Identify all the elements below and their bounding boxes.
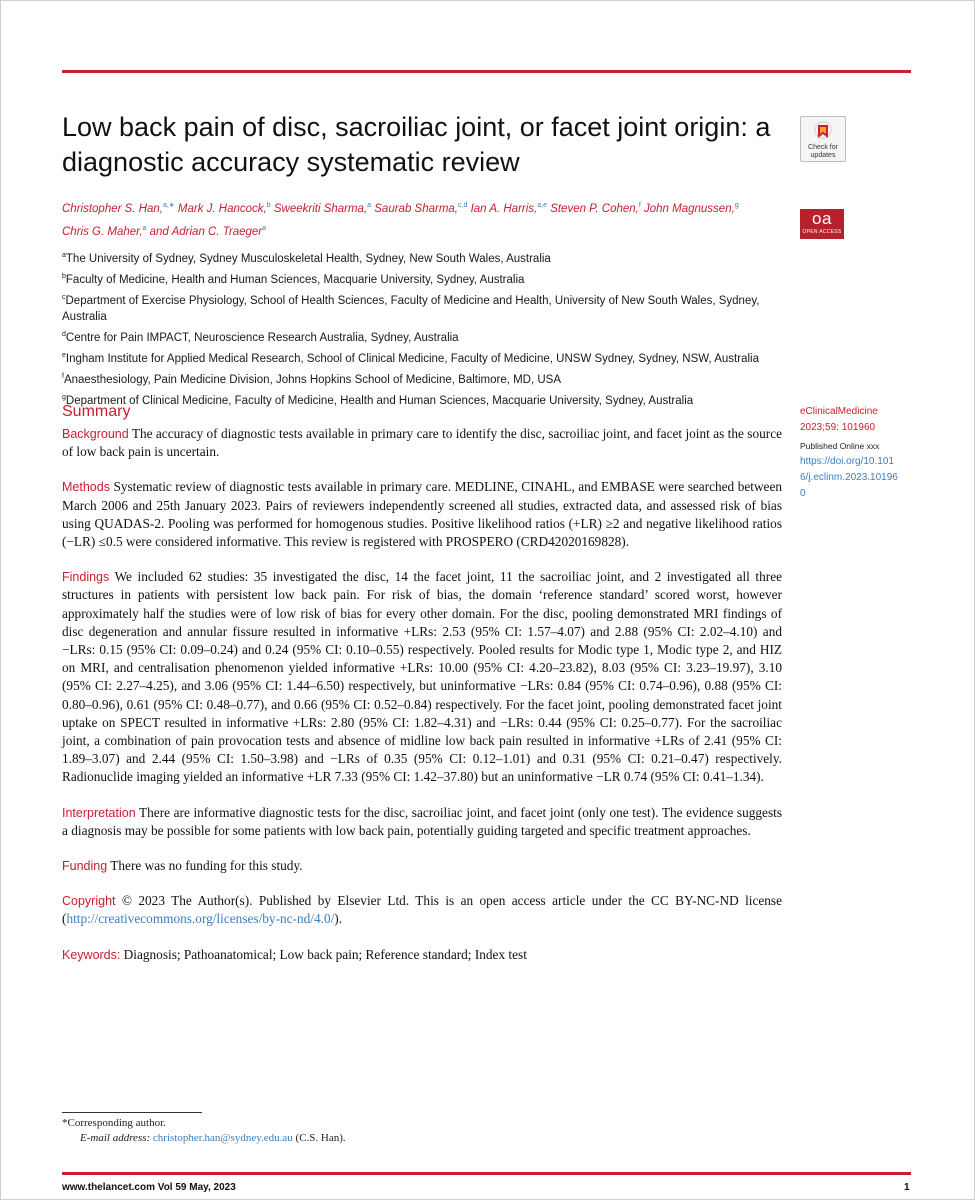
- copyright-label: Copyright: [62, 894, 116, 909]
- affiliation: $^f$Anaesthesiology, Pain Medicine Division, Johns Hopkins School of Medicine, Baltimore, MD, USA: [62, 373, 562, 386]
- affiliation: $^g$Department of Clinical Medicine, Faculty of Medicine, Health and Human Sciences, Macquarie University, Sydney, Australia: [62, 393, 694, 407]
- crossmark-icon: [813, 121, 833, 143]
- check-for-updates-label: Check for updates: [808, 144, 838, 159]
- top-rule: [62, 70, 911, 73]
- published-online: Published Online xxx: [800, 441, 880, 451]
- journal-name: eClinicalMedicine: [800, 406, 878, 417]
- author: Steven P. Cohen,$^f$: [550, 202, 641, 215]
- corresponding-author-note: *Corresponding author.: [62, 1117, 166, 1129]
- affiliation: $^d$Centre for Pain IMPACT, Neuroscience Research Australia, Sydney, Australia: [62, 331, 459, 345]
- check-for-updates-badge[interactable]: [800, 116, 846, 162]
- bottom-rule: [62, 1172, 911, 1175]
- email-link[interactable]: christopher.han@sydney.edu.au: [152, 1132, 293, 1144]
- article-title: Low back pain of disc, sacroiliac joint, or facet joint origin: a diagnostic accuracy systematic review: [62, 112, 771, 177]
- methods-paragraph: Methods Systematic review of diagnostic tests available in primary care. MEDLINE, CINAHL, and EMBASE were searched between March 2006 and 25th January 2023. Pairs of reviewers independently screened all studies, extracted data, and assessed risk of bias using QUADAS-2. Pooling was performed for homogenous studies. Positive likelihood ratios (+LR) ≥2 and negative likelihood ratios (−LR) ≤0.5 were considered informative. This review is registered with PROSPERO (CRD42020169828).: [62, 479, 782, 550]
- interpretation-paragraph: Interpretation There are informative diagnostic tests for the disc, sacroiliac joint, and facet joint (only one test). The evidence suggests a diagnosis may be possible for some patients with low back pain, potentially guiding targeted and specific treatment approaches.: [62, 804, 782, 838]
- author: Sweekriti Sharma,$^a$: [273, 202, 372, 215]
- keywords-label: Keywords:: [62, 947, 121, 962]
- journal-volume: 2023;59: 101960: [800, 422, 876, 433]
- journal-sidebar: [800, 404, 920, 502]
- email-line: E-mail address: christopher.han@sydney.edu.au (C.S. Han).: [80, 1132, 346, 1144]
- copyright-paragraph: Copyright © 2023 The Author(s). Published by Elsevier Ltd. This is an open access article under the CC BY-NC-ND license (http://creativecommons.org/licenses/by-nc-nd/4.0/).: [62, 893, 782, 927]
- findings-paragraph: Findings We included 62 studies: 35 investigated the disc, 14 the facet joint, 11 the sacroiliac joint, and 2 investigated all three structures in patients with persistent low back pain. For risk of bias, the domain ‘reference standard’ scored worst, however approximately half the studies were of low risk of bias for every other domain. For the disc, pooling demonstrated MRI findings of disc degeneration and annular fissure resulted in informative +LRs: 2.53 (95% CI: 1.57–4.07) and 2.88 (95% CI: 2.02–4.10) and −LRs: 0.15 (95% CI: 0.09–0.24) and 0.24 (95% CI: 0.10–0.55) respectively. Pooled results for Modic type 1, Modic type 2, and HIZ on MRI, and centralisation phenomenon yielded informative +LRs: 10.00 (95% CI: 4.20–23.82), 8.03 (95% CI: 3.23–19.97), 3.10 (95% CI: 2.27–4.25), and 3.06 (95% CI: 1.44–6.50) respectively, but uninformative −LRs: 0.84 (95% CI: 0.74–0.96), 0.88 (95% CI: 0.80–0.96), 0.61 (95% CI: 0.48–0.77), and 0.66 (95% CI: 0.52–0.84) respectively. For the facet joint, pooling demonstrated facet joint uptake on SPECT resulted in informative +LRs: 2.80 (95% CI: 1.82–4.31) and −LRs: 0.44 (95% CI: 0.25–0.77). For the sacroiliac joint, a combination of pain provocation tests and absence of midline low back pain resulted in informative +LRs of 2.41 (95% CI: 1.89–3.07) and 2.44 (95% CI: 1.50–3.98) and −LRs of 0.35 (95% CI: 0.12–1.01) and 0.31 (95% CI: 0.21–0.47) respectively. Radionuclide imaging yielded an informative +LR 7.33 (95% CI: 1.42–37.80) but an uninformative −LR 0.74 (95% CI: 0.41–1.34).: [62, 569, 782, 785]
- summary-body: [62, 425, 782, 981]
- findings-label: Findings: [62, 570, 110, 585]
- oa-label: oa: [812, 209, 832, 228]
- open-access-badge: [800, 209, 844, 239]
- summary-heading: Summary: [62, 403, 131, 420]
- footer-journal-info: www.thelancet.com Vol 59 May, 2023: [62, 1182, 236, 1193]
- affiliation: $^b$Faculty of Medicine, Health and Human Sciences, Macquarie University, Sydney, Australia: [62, 272, 525, 286]
- footnote: [62, 1116, 662, 1146]
- affiliation: $^c$Department of Exercise Physiology, School of Health Sciences, Faculty of Medicine and Health, University of New South Wales, Sydney, Australia: [62, 293, 760, 324]
- methods-label: Methods: [62, 480, 110, 495]
- affiliation: $^e$Ingham Institute for Applied Medical Research, School of Clinical Medicine, Faculty of Medicine, UNSW Sydney, Sydney, NSW, Australia: [62, 352, 759, 366]
- funding-paragraph: Funding There was no funding for this study.: [62, 858, 303, 874]
- funding-label: Funding: [62, 859, 108, 874]
- author: Christopher S. Han,$^{a,∗}$: [62, 202, 175, 215]
- affiliation-list: [62, 247, 792, 410]
- page-number: 1: [904, 1182, 910, 1193]
- oa-sub-label: OPEN ACCESS: [802, 229, 842, 235]
- keywords-paragraph: Keywords: Diagnosis; Pathoanatomical; Low back pain; Reference standard; Index test: [62, 946, 527, 962]
- license-link[interactable]: http://creativecommons.org/licenses/by-nc-nd/4.0/: [66, 911, 335, 927]
- author: Ian A. Harris,$^{a,e}$: [470, 202, 547, 215]
- doi-link[interactable]: https://doi.org/10.1016/j.eclinm.2023.101960: [800, 456, 898, 499]
- author: John Magnussen,$^g$: [644, 202, 739, 215]
- background-label: Background: [62, 427, 129, 441]
- author-list: [62, 196, 782, 242]
- author: Mark J. Hancock,$^b$: [177, 202, 271, 215]
- author: Saurab Sharma,$^{c,d}$: [374, 202, 468, 215]
- footnote-rule: [62, 1112, 202, 1113]
- interpretation-label: Interpretation: [62, 805, 136, 820]
- affiliation: $^a$The University of Sydney, Sydney Musculoskeletal Health, Sydney, New South Wales, Australia: [62, 252, 551, 265]
- author: Chris G. Maher,$^a$: [62, 224, 147, 238]
- background-paragraph: Background The accuracy of diagnostic tests available in primary care to identify the disc, sacroiliac joint, and facet joint as the source of low back pain is uncertain.: [62, 426, 782, 460]
- author: and Adrian C. Traeger$^a$: [149, 224, 267, 238]
